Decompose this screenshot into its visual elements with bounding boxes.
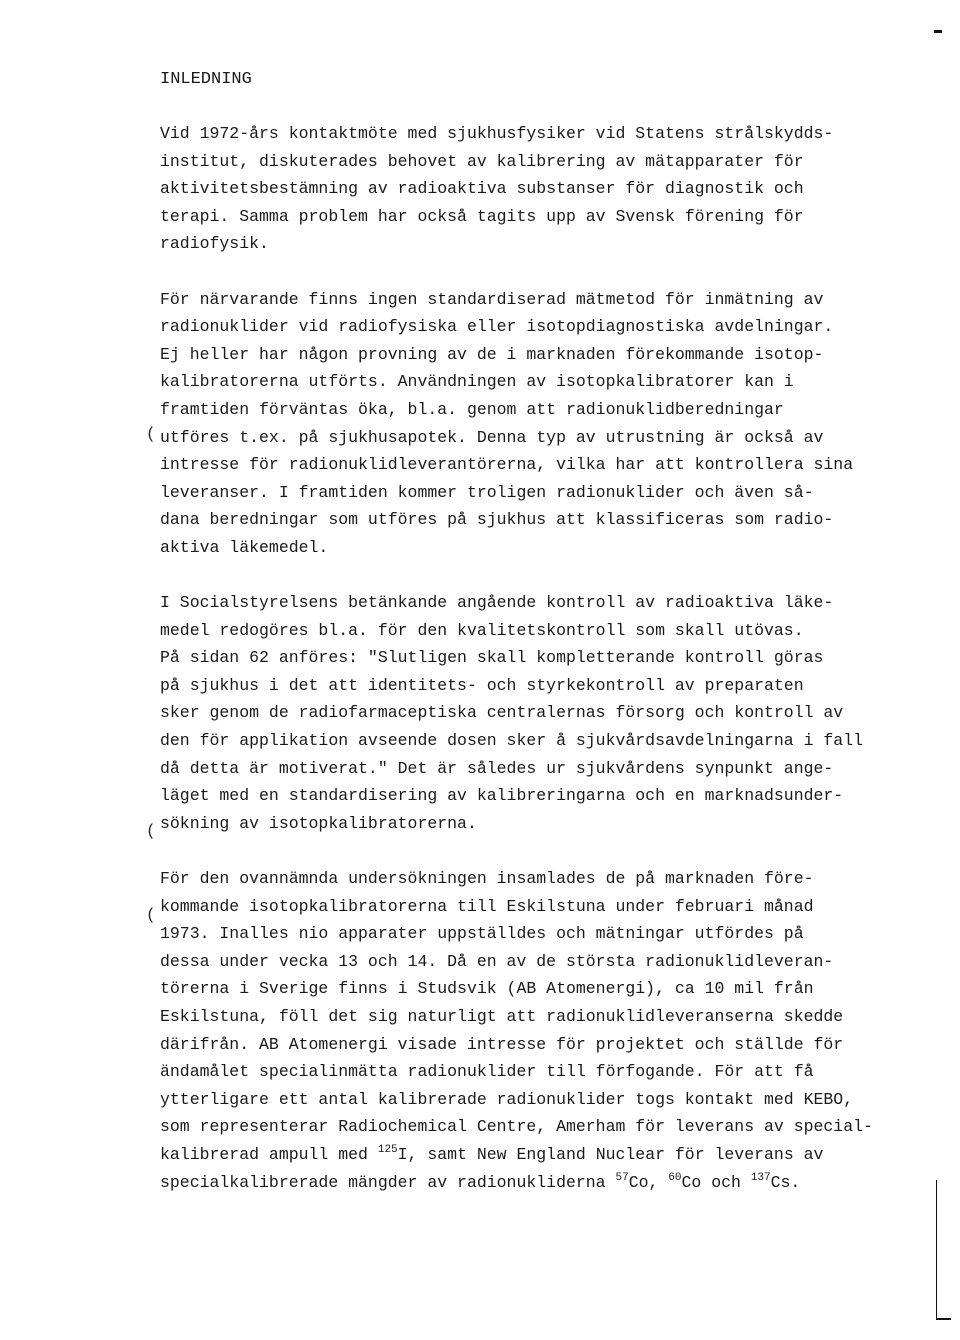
text-line: Vid 1972-års kontaktmöte med sjukhusfysiker vid Statens strålskydds- bbox=[160, 124, 834, 143]
isotope-symbol: Co och bbox=[681, 1172, 751, 1192]
paragraph-gap bbox=[160, 258, 880, 286]
margin-mark: ( bbox=[146, 822, 156, 840]
text-line: Ej heller har någon provning av de i marknaden förekommande isotop- bbox=[160, 344, 824, 364]
scan-artifact bbox=[937, 1318, 951, 1320]
text-line: utföres t.ex. på sjukhusapotek. Denna typ av utrustning är också av bbox=[160, 427, 824, 447]
text-line: ändamålet specialinmätta radionuklider till förfogande. För att få bbox=[160, 1062, 814, 1082]
text-line: läget med en standardisering av kalibreringarna och en marknadsunder- bbox=[160, 786, 844, 806]
text-line: På sidan 62 anföres: "Slutligen skall kompletterande kontroll göras bbox=[160, 648, 824, 668]
mass-number: 137 bbox=[750, 1171, 771, 1184]
page-heading: INLEDNING bbox=[160, 70, 252, 89]
text-line: institut, diskuterades behovet av kalibrering av mätapparater för bbox=[160, 151, 804, 171]
text-line: radionuklider vid radiofysiska eller isotopdiagnostiska avdelningar. bbox=[160, 317, 834, 337]
paragraph-1 bbox=[160, 120, 880, 258]
text-line: den för applikation avseende dosen sker å sjukvårdsavdelningarna i fall bbox=[160, 731, 864, 751]
text-line: sökning av isotopkalibratorerna. bbox=[160, 813, 477, 833]
text-line: som representerar Radiochemical Centre, Amerham för leverans av special- bbox=[160, 1117, 873, 1137]
text-line: kalibratorerna utförts. Användningen av isotopkalibratorer kan i bbox=[160, 372, 794, 392]
text-line: aktiva läkemedel. bbox=[160, 537, 329, 557]
text-segment: specialkalibrerade mängder av radionukliderna bbox=[160, 1172, 616, 1192]
text-line: törerna i Sverige finns i Studsvik (AB Atomenergi), ca 10 mil från bbox=[160, 979, 814, 999]
text-line-isotope-i125 bbox=[160, 1141, 880, 1169]
text-line: leveranser. I framtiden kommer troligen radionuklider och även så- bbox=[160, 482, 814, 502]
text-line: dana beredningar som utföres på sjukhus att klassificeras som radio- bbox=[160, 510, 834, 530]
text-line: då detta är motiverat." Det är således ur sjukvårdens synpunkt ange- bbox=[160, 758, 834, 778]
text-line: radiofysik. bbox=[160, 234, 269, 254]
paragraph-4 bbox=[160, 865, 880, 1196]
paragraph-gap bbox=[160, 837, 880, 865]
margin-mark: ( bbox=[146, 425, 156, 443]
text-line: terapi. Samma problem har också tagits upp av Svensk förening för bbox=[160, 206, 804, 226]
text-line: ytterligare ett antal kalibrerade radionuklider togs kontakt med KEBO, bbox=[160, 1089, 854, 1109]
margin-mark: ( bbox=[146, 906, 156, 924]
scan-artifact bbox=[936, 1180, 937, 1320]
text-line: kommande isotopkalibratorerna till Eskilstuna under februari månad bbox=[160, 896, 814, 916]
mass-number: 57 bbox=[615, 1171, 629, 1184]
text-line: Eskilstuna, föll det sig naturligt att radionuklidleveranserna skedde bbox=[160, 1007, 844, 1026]
isotope-symbol: Co, bbox=[628, 1172, 669, 1192]
paragraph-3 bbox=[160, 589, 880, 837]
text-line: dessa under vecka 13 och 14. Då en av de största radionuklidleveran- bbox=[160, 951, 834, 971]
text-line-isotopes bbox=[160, 1169, 880, 1197]
text-line: framtiden förväntas öka, bl.a. genom att radionuklidberedningar bbox=[160, 399, 784, 419]
text-line: sker genom de radiofarmaceptiska centralernas försorg och kontroll av bbox=[160, 703, 844, 723]
text-line: För den ovannämnda undersökningen insamlades de på marknaden före- bbox=[160, 869, 814, 889]
body-text bbox=[160, 120, 880, 1196]
text-line: på sjukhus i det att identitets- och styrkekontroll av preparaten bbox=[160, 675, 804, 695]
paragraph-2 bbox=[160, 286, 880, 562]
text-segment: I, samt New England Nuclear för leverans av bbox=[397, 1144, 824, 1164]
text-line: För närvarande finns ingen standardiserad mätmetod för inmätning av bbox=[160, 289, 824, 309]
text-line: medel redogöres bl.a. för den kvalitetskontroll som skall utövas. bbox=[160, 620, 804, 640]
text-line: I Socialstyrelsens betänkande angående kontroll av radioaktiva läke- bbox=[160, 593, 834, 613]
scan-artifact bbox=[934, 30, 942, 33]
mass-number: 60 bbox=[668, 1171, 682, 1184]
text-line: intresse för radionuklidleverantörerna, vilka har att kontrollera sina bbox=[160, 455, 854, 475]
isotope-symbol: Cs. bbox=[770, 1172, 801, 1192]
text-line: aktivitetsbestämning av radioaktiva substanser för diagnostik och bbox=[160, 179, 804, 199]
text-segment: kalibrerad ampull med bbox=[160, 1144, 378, 1164]
paragraph-gap bbox=[160, 562, 880, 590]
mass-number: 125 bbox=[377, 1143, 398, 1156]
text-line: 1973. Inalles nio apparater uppställdes och mätningar utfördes på bbox=[160, 924, 804, 944]
text-line: därifrån. AB Atomenergi visade intresse för projektet och ställde för bbox=[160, 1034, 844, 1054]
